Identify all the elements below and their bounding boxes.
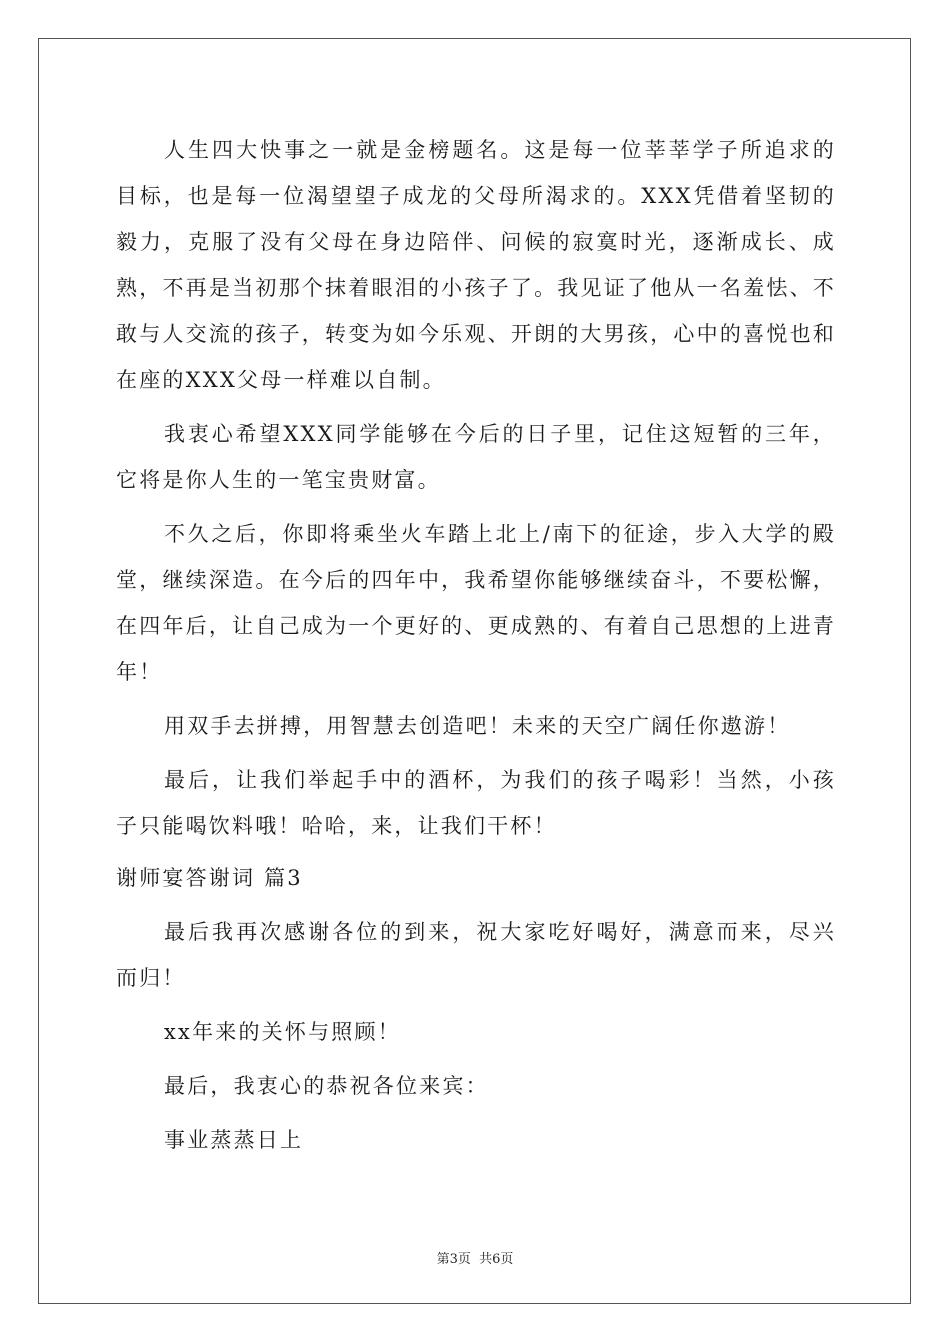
paragraph: 我衷心希望XXX同学能够在今后的日子里，记住这短暂的三年，它将是你人生的一笔宝贵财富。: [116, 422, 836, 492]
paragraph: 最后，我衷心的恭祝各位来宾：: [164, 1074, 489, 1098]
page-total: 共6页: [479, 1252, 514, 1267]
document-body: [116, 127, 836, 1163]
paragraph: 用双手去拼搏，用智慧去创造吧！未来的天空广阔任你遨游！: [164, 714, 791, 738]
paragraph: 事业蒸蒸日上: [164, 1128, 304, 1152]
page-footer: [0, 1248, 950, 1267]
section-heading: 谢师宴答谢词 篇3: [116, 866, 303, 890]
paragraph: xx年来的关怀与照顾！: [164, 1020, 401, 1044]
page-number: 第3页: [436, 1252, 471, 1267]
paragraph: 不久之后，你即将乘坐火车踏上北上/南下的征途，步入大学的殿堂，继续深造。在今后的四年中，我希望你能够继续奋斗，不要松懈，在四年后，让自己成为一个更好的、更成熟的、有着自己思想的上进青年！: [116, 522, 836, 684]
paragraph: 最后，让我们举起手中的酒杯，为我们的孩子喝彩！当然，小孩子只能喝饮料哦！哈哈，来，让我们干杯！: [116, 768, 836, 838]
paragraph: 人生四大快事之一就是金榜题名。这是每一位莘莘学子所追求的目标，也是每一位渴望望子成龙的父母所渴求的。XXX凭借着坚韧的毅力，克服了没有父母在身边陪伴、问候的寂寞时光，逐渐成长、成熟，不再是当初那个抹着眼泪的小孩子了。我见证了他从一名羞怯、不敢与人交流的孩子，转变为如今乐观、开朗的大男孩，心中的喜悦也和在座的XXX父母一样难以自制。: [116, 138, 836, 392]
paragraph: 最后我再次感谢各位的到来，祝大家吃好喝好，满意而来，尽兴而归！: [116, 920, 836, 990]
